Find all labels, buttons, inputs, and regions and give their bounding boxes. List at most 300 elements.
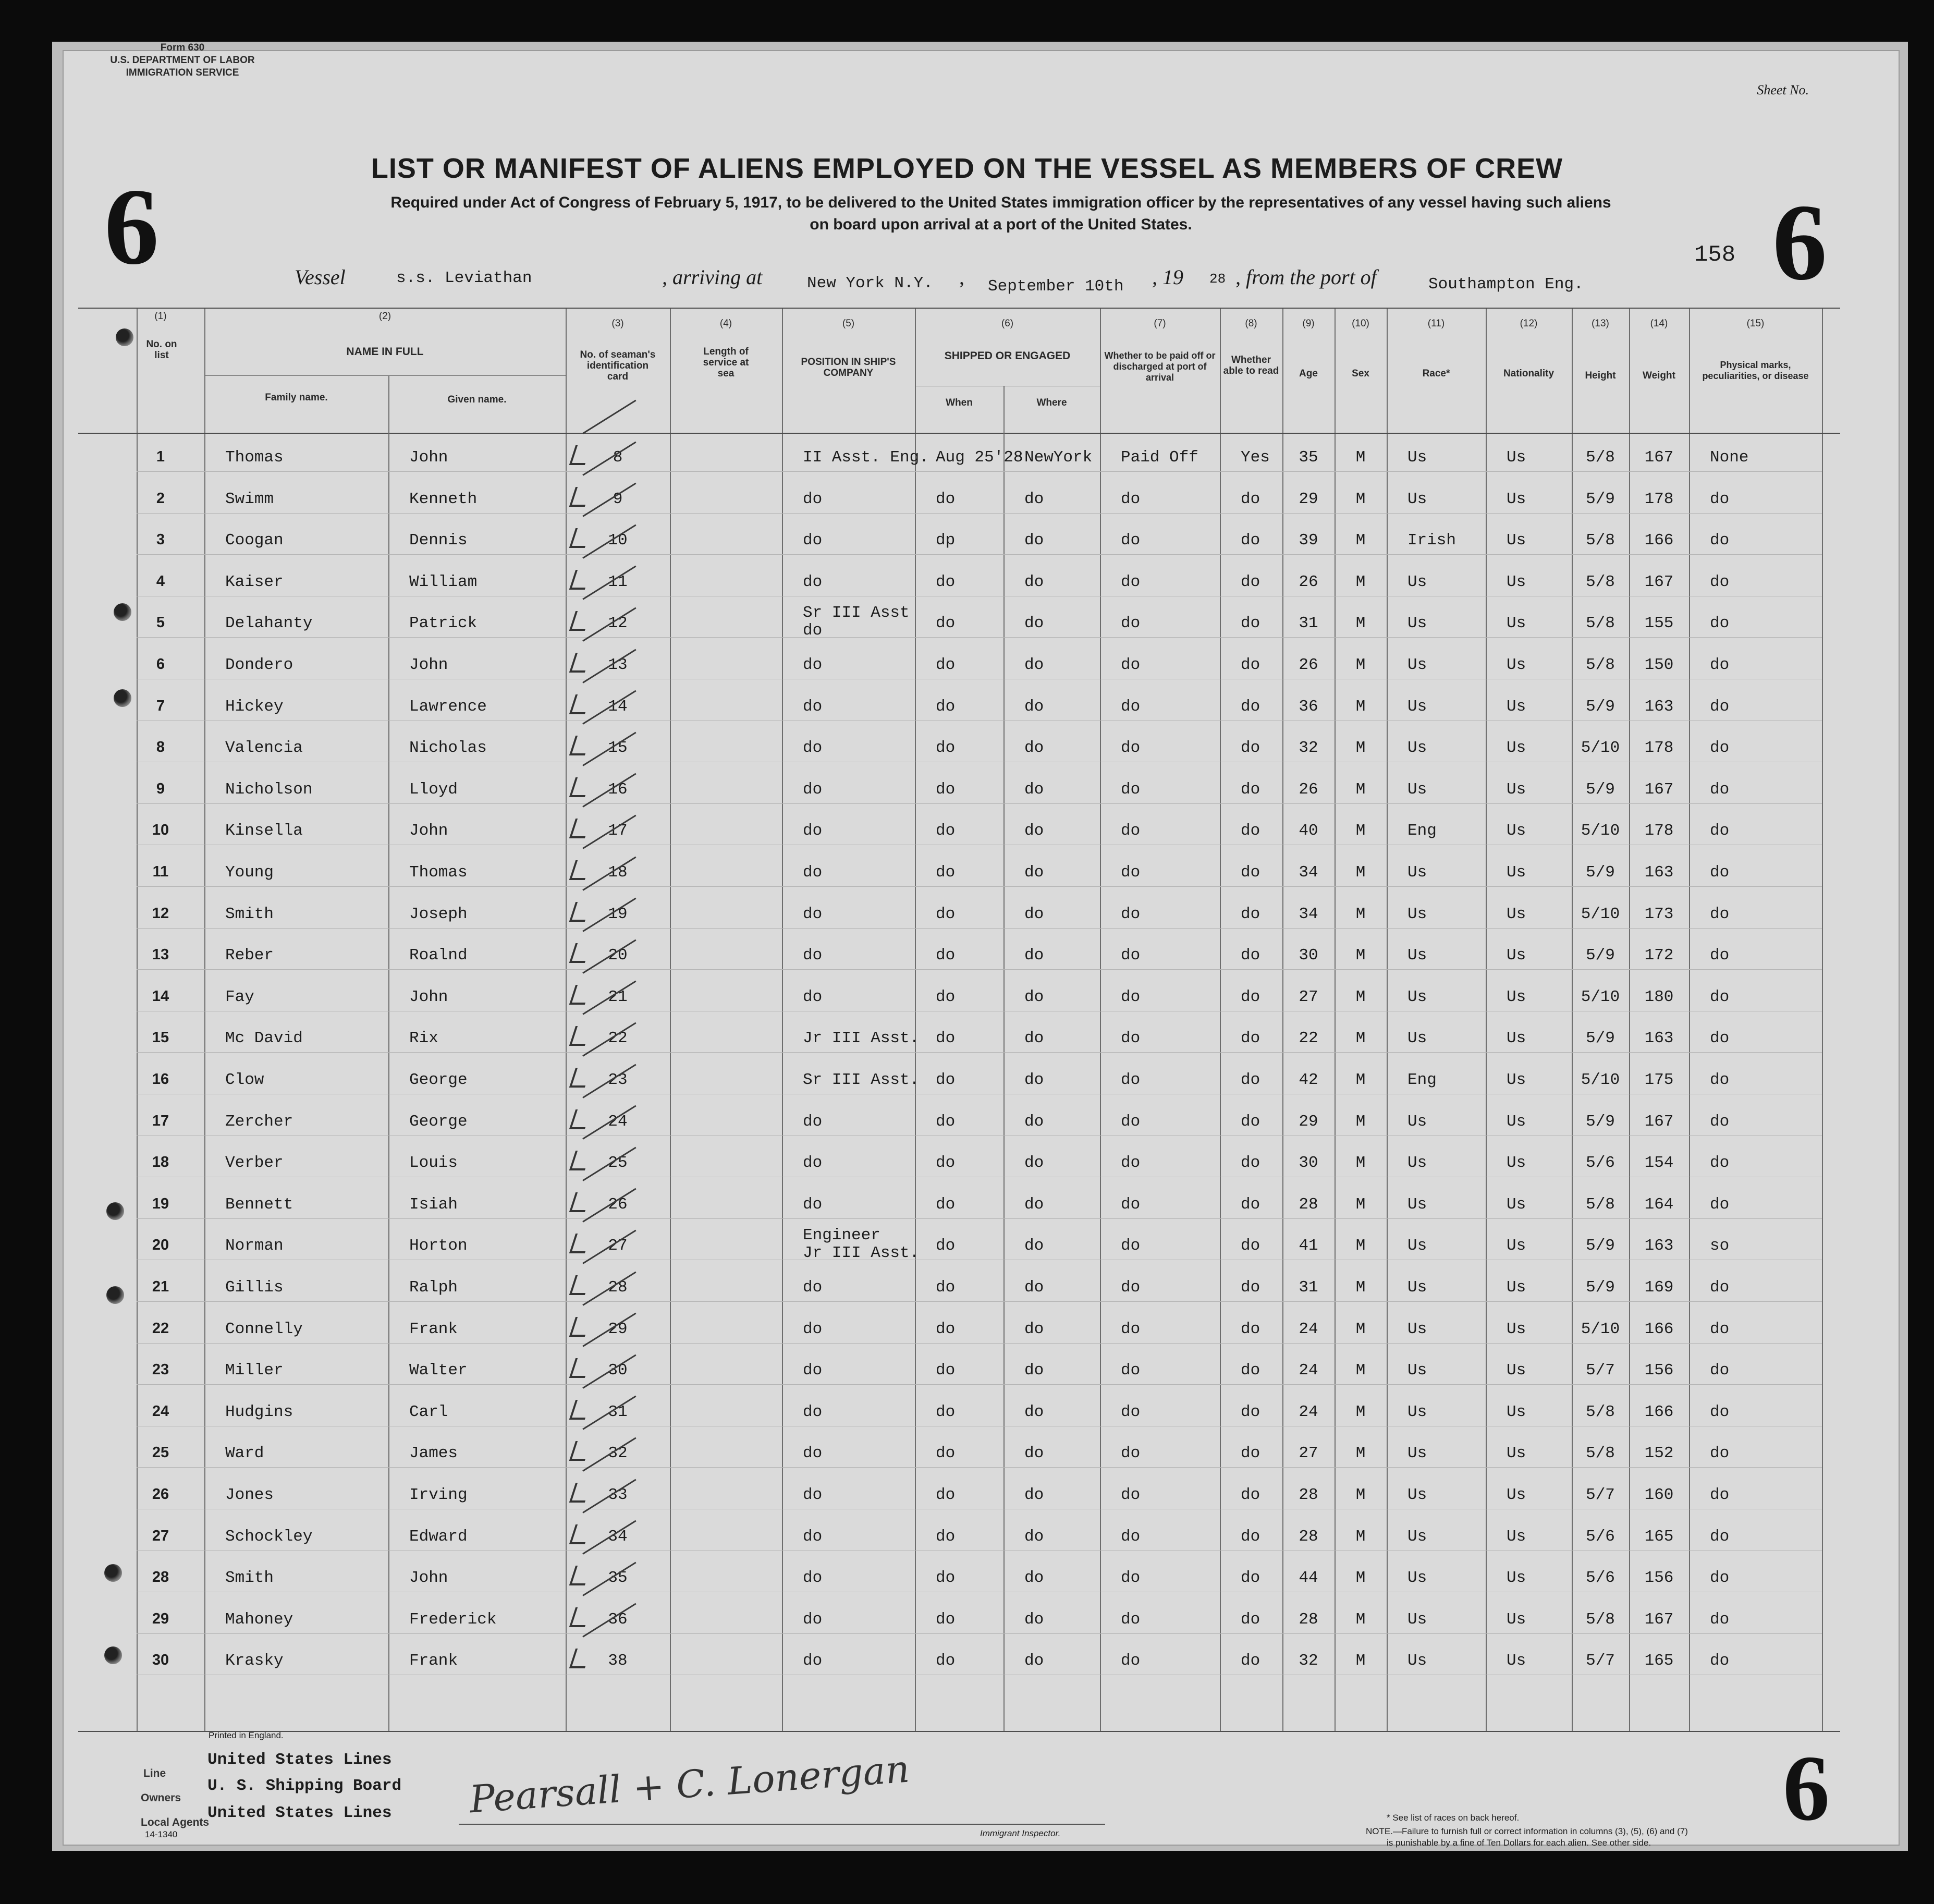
cell-weight: 156 xyxy=(1644,1569,1674,1587)
cell-sex: M xyxy=(1355,1652,1366,1670)
col-4-number: (4) xyxy=(719,318,732,329)
column-rule xyxy=(1629,308,1630,1731)
cell-read: do xyxy=(1241,1486,1260,1504)
cell-paid: do xyxy=(1121,1528,1141,1546)
cell-sex: M xyxy=(1355,1486,1366,1504)
cell-given: Patrick xyxy=(409,614,478,632)
cell-paid: do xyxy=(1121,1486,1141,1504)
cell-race: Us xyxy=(1407,573,1427,591)
cell-position: do xyxy=(803,1403,823,1421)
cell-race: Us xyxy=(1407,698,1427,716)
cell-height: 5/6 xyxy=(1586,1569,1615,1587)
cell-where: do xyxy=(1024,946,1044,965)
cell-marks: do xyxy=(1710,656,1730,674)
cell-weight: 163 xyxy=(1644,1237,1674,1255)
subtitle-line-1: Required under Act of Congress of February 5, 1917, to be delivered to the United States immigration officer by the representatives of any vessel having such aliens xyxy=(390,194,1611,211)
cell-position: Sr III Asst xyxy=(803,604,910,622)
cell-read: do xyxy=(1241,946,1260,965)
cell-age: 29 xyxy=(1299,490,1318,508)
cell-read: do xyxy=(1241,1278,1260,1297)
cell-where: do xyxy=(1024,1610,1044,1629)
cell-where: do xyxy=(1024,1071,1044,1089)
cell-age: 27 xyxy=(1299,1444,1318,1462)
cell-n: 3 xyxy=(156,531,165,548)
cell-race: Us xyxy=(1407,656,1427,674)
cell-paid: do xyxy=(1121,1195,1141,1214)
cell-weight: 167 xyxy=(1644,780,1674,799)
column-rule xyxy=(566,308,567,1731)
cell-weight: 156 xyxy=(1644,1361,1674,1380)
cell-age: 36 xyxy=(1299,698,1318,716)
cell-read: do xyxy=(1241,1195,1260,1214)
cell-where: do xyxy=(1024,1486,1044,1504)
cell-family: Hickey xyxy=(225,698,284,716)
cell-position: Engineer xyxy=(803,1226,880,1244)
punch-hole xyxy=(116,328,133,346)
cell-age: 31 xyxy=(1299,614,1318,632)
cell-weight: 166 xyxy=(1644,531,1674,550)
cell-position: do xyxy=(803,1528,823,1546)
sheet-no-label: Sheet No. xyxy=(1757,82,1809,97)
cell-nat: Us xyxy=(1507,656,1526,674)
cell-race: Us xyxy=(1407,1278,1427,1297)
cell-age: 34 xyxy=(1299,905,1318,923)
column-rule xyxy=(670,308,671,1731)
cell-marks: do xyxy=(1710,531,1730,550)
cell-sex: M xyxy=(1355,1361,1366,1380)
cell-card: 28 xyxy=(608,1278,628,1297)
cell-given: Louis xyxy=(409,1154,458,1172)
cell-marks: do xyxy=(1710,1610,1730,1629)
cell-family: Mahoney xyxy=(225,1610,293,1629)
cell-sex: M xyxy=(1355,946,1366,965)
col-12-number: (12) xyxy=(1520,318,1538,329)
agents-label: Local Agents xyxy=(141,1816,210,1828)
column-rule xyxy=(782,308,783,1731)
cell-read: do xyxy=(1241,1029,1260,1047)
cell-paid: do xyxy=(1121,1610,1141,1629)
punch-hole xyxy=(106,1202,124,1220)
cell-marks: do xyxy=(1710,614,1730,632)
cell-position: do xyxy=(803,1154,823,1172)
cell-card: 8 xyxy=(613,448,623,467)
cell-race: Eng xyxy=(1407,1071,1437,1089)
cell-nat: Us xyxy=(1507,1486,1526,1504)
page-title: LIST OR MANIFEST OF ALIENS EMPLOYED ON THE VESSEL AS MEMBERS OF CREW xyxy=(371,153,1563,184)
row-rule xyxy=(137,969,1822,970)
cell-when: do xyxy=(936,1528,956,1546)
cell-nat: Us xyxy=(1507,614,1526,632)
cell-marks: do xyxy=(1710,490,1730,508)
cell-when: do xyxy=(936,1652,956,1670)
cell-sex: M xyxy=(1355,573,1366,591)
cell-age: 44 xyxy=(1299,1569,1318,1587)
cell-read: do xyxy=(1241,1652,1260,1670)
cell-given: John xyxy=(409,822,448,840)
cell-marks: do xyxy=(1710,1652,1730,1670)
cell-when: do xyxy=(936,1071,956,1089)
column-rule xyxy=(1220,308,1221,1731)
cell-age: 39 xyxy=(1299,531,1318,550)
cell-weight: 160 xyxy=(1644,1486,1674,1504)
cell-n: 20 xyxy=(152,1237,169,1253)
col-8-header: Whether able to read xyxy=(1223,355,1279,376)
cell-when: dp xyxy=(936,531,956,550)
cell-n: 24 xyxy=(152,1403,169,1420)
cell-age: 26 xyxy=(1299,780,1318,799)
cell-marks: do xyxy=(1710,1569,1730,1587)
cell-sex: M xyxy=(1355,905,1366,923)
cell-nat: Us xyxy=(1507,822,1526,840)
cell-marks: do xyxy=(1710,822,1730,840)
sheet-number: 158 xyxy=(1694,242,1736,268)
cell-when: do xyxy=(936,1154,956,1172)
cell-read: do xyxy=(1241,822,1260,840)
cell-nat: Us xyxy=(1507,1029,1526,1047)
cell-age: 29 xyxy=(1299,1113,1318,1131)
cell-paid: do xyxy=(1121,1237,1141,1255)
cell-age: 30 xyxy=(1299,1154,1318,1172)
cell-card: 14 xyxy=(608,698,628,716)
cell-paid: do xyxy=(1121,822,1141,840)
department: U.S. DEPARTMENT OF LABOR xyxy=(110,55,255,66)
cell-weight: 167 xyxy=(1644,448,1674,467)
cell-position: do xyxy=(803,1569,823,1587)
cell-height: 5/9 xyxy=(1586,946,1615,965)
cell-read: do xyxy=(1241,1444,1260,1462)
cell-weight: 167 xyxy=(1644,573,1674,591)
cell-height: 5/7 xyxy=(1586,1361,1615,1380)
signature-line xyxy=(459,1824,1105,1825)
cell-weight: 180 xyxy=(1644,988,1674,1006)
cell-nat: Us xyxy=(1507,1652,1526,1670)
cell-position: do xyxy=(803,1610,823,1629)
col-1-number: (1) xyxy=(154,311,167,322)
cell-where: do xyxy=(1024,1278,1044,1297)
form-code: 14-1340 xyxy=(145,1829,178,1839)
cell-family: Miller xyxy=(225,1361,284,1380)
cell-when: Aug 25'28 xyxy=(936,448,1023,467)
cell-read: do xyxy=(1241,1569,1260,1587)
cell-position: do xyxy=(803,1444,823,1462)
cell-read: do xyxy=(1241,1403,1260,1421)
cell-height: 5/8 xyxy=(1586,1444,1615,1462)
cell-family: Jones xyxy=(225,1486,274,1504)
cell-n: 11 xyxy=(152,863,169,880)
cell-paid: do xyxy=(1121,1652,1141,1670)
cell-marks: do xyxy=(1710,1195,1730,1214)
cell-position: do xyxy=(803,1652,823,1670)
cell-n: 29 xyxy=(152,1610,169,1627)
cell-n: 30 xyxy=(152,1652,169,1668)
cell-weight: 169 xyxy=(1644,1278,1674,1297)
cell-where: do xyxy=(1024,1237,1044,1255)
column-rule xyxy=(137,308,138,1731)
cell-where: do xyxy=(1024,739,1044,757)
cell-nat: Us xyxy=(1507,1320,1526,1338)
cell-card: 9 xyxy=(613,490,623,508)
cell-sex: M xyxy=(1355,1320,1366,1338)
cell-card: 31 xyxy=(608,1403,628,1421)
cell-card: 10 xyxy=(608,531,628,550)
row-rule xyxy=(137,1343,1822,1344)
cell-paid: do xyxy=(1121,1154,1141,1172)
cell-n: 14 xyxy=(152,988,169,1005)
cell-when: do xyxy=(936,822,956,840)
cell-nat: Us xyxy=(1507,1528,1526,1546)
cell-race: Us xyxy=(1407,946,1427,965)
cell-where: do xyxy=(1024,905,1044,923)
header-sub-rule xyxy=(204,375,566,376)
cell-position: do xyxy=(803,573,823,591)
col-2-number: (2) xyxy=(378,311,391,322)
cell-read: do xyxy=(1241,905,1260,923)
header-rule xyxy=(78,433,1840,434)
cell-n: 8 xyxy=(156,739,165,755)
column-rule xyxy=(1335,308,1336,1731)
cell-read: do xyxy=(1241,1361,1260,1380)
vessel-comma: , xyxy=(959,265,964,289)
cell-position: do xyxy=(803,1486,823,1504)
cell-sex: M xyxy=(1355,490,1366,508)
cell-age: 42 xyxy=(1299,1071,1318,1089)
manifest-table xyxy=(78,308,1840,1731)
cell-weight: 155 xyxy=(1644,614,1674,632)
cell-where: do xyxy=(1024,863,1044,882)
cell-sex: M xyxy=(1355,614,1366,632)
arrival-port: New York N.Y. xyxy=(807,274,933,292)
cell-n: 17 xyxy=(152,1113,169,1129)
cell-given: Frank xyxy=(409,1652,458,1670)
cell-family: Reber xyxy=(225,946,274,965)
cell-sex: M xyxy=(1355,1154,1366,1172)
page-mark-right: 6 xyxy=(1772,182,1827,303)
cell-when: do xyxy=(936,1113,956,1131)
cell-nat: Us xyxy=(1507,573,1526,591)
cell-height: 5/7 xyxy=(1586,1652,1615,1670)
punch-hole xyxy=(114,689,131,707)
cell-read: do xyxy=(1241,531,1260,550)
cell-read: Yes xyxy=(1241,448,1270,467)
cell-nat: Us xyxy=(1507,1113,1526,1131)
cell-card: 26 xyxy=(608,1195,628,1214)
cell-n: 26 xyxy=(152,1486,169,1503)
cell-position: do xyxy=(803,780,823,799)
cell-when: do xyxy=(936,988,956,1006)
cell-race: Us xyxy=(1407,739,1427,757)
cell-given: Thomas xyxy=(409,863,468,882)
cell-where: do xyxy=(1024,1569,1044,1587)
cell-paid: do xyxy=(1121,614,1141,632)
cell-marks: do xyxy=(1710,739,1730,757)
cell-marks: do xyxy=(1710,1444,1730,1462)
cell-nat: Us xyxy=(1507,1071,1526,1089)
cell-height: 5/9 xyxy=(1586,1278,1615,1297)
row-rule xyxy=(137,803,1822,804)
page-mark-bottom: 6 xyxy=(1783,1736,1830,1840)
cell-position: do xyxy=(803,490,823,508)
cell-age: 41 xyxy=(1299,1237,1318,1255)
cell-height: 5/9 xyxy=(1586,1113,1615,1131)
cell-nat: Us xyxy=(1507,988,1526,1006)
column-rule xyxy=(1486,308,1487,1731)
cell-position: do xyxy=(803,656,823,674)
cell-paid: do xyxy=(1121,531,1141,550)
cell-where: do xyxy=(1024,1320,1044,1338)
cell-where: do xyxy=(1024,1195,1044,1214)
cell-read: do xyxy=(1241,1154,1260,1172)
cell-paid: do xyxy=(1121,863,1141,882)
cell-nat: Us xyxy=(1507,490,1526,508)
cell-given: Rix xyxy=(409,1029,438,1047)
cell-sex: M xyxy=(1355,822,1366,840)
cell-card: 23 xyxy=(608,1071,628,1089)
cell-family: Delahanty xyxy=(225,614,313,632)
cell-marks: do xyxy=(1710,780,1730,799)
cell-height: 5/6 xyxy=(1586,1528,1615,1546)
cell-family: Smith xyxy=(225,1569,274,1587)
col-2b-header: Given name. xyxy=(447,394,507,405)
cell-age: 27 xyxy=(1299,988,1318,1006)
cell-card: 36 xyxy=(608,1610,628,1629)
cell-age: 24 xyxy=(1299,1361,1318,1380)
cell-family: Dondero xyxy=(225,656,293,674)
cell-when: do xyxy=(936,1029,956,1047)
cell-paid: do xyxy=(1121,1029,1141,1047)
cell-card: 34 xyxy=(608,1528,628,1546)
cell-when: do xyxy=(936,573,956,591)
cell-marks: so xyxy=(1710,1237,1730,1255)
cell-position: do xyxy=(803,1361,823,1380)
cell-age: 28 xyxy=(1299,1486,1318,1504)
cell-marks: do xyxy=(1710,1320,1730,1338)
cell-paid: do xyxy=(1121,946,1141,965)
cell-paid: do xyxy=(1121,698,1141,716)
cell-nat: Us xyxy=(1507,1154,1526,1172)
cell-position: II Asst. Eng. xyxy=(803,448,929,467)
cell-family: Thomas xyxy=(225,448,284,467)
cell-paid: do xyxy=(1121,739,1141,757)
cell-where: do xyxy=(1024,1113,1044,1131)
col-9-number: (9) xyxy=(1302,318,1315,329)
subtitle-line-2: on board upon arrival at a port of the United States. xyxy=(810,216,1192,233)
cell-when: do xyxy=(936,1569,956,1587)
cell-family: Coogan xyxy=(225,531,284,550)
cell-height: 5/8 xyxy=(1586,1195,1615,1214)
cell-height: 5/8 xyxy=(1586,573,1615,591)
cell-position: do xyxy=(803,905,823,923)
cell-when: do xyxy=(936,614,956,632)
cell-n: 15 xyxy=(152,1029,169,1046)
cell-read: do xyxy=(1241,614,1260,632)
cell-n: 28 xyxy=(152,1569,169,1585)
cell-read: do xyxy=(1241,1071,1260,1089)
cell-paid: do xyxy=(1121,1403,1141,1421)
cell-n: 21 xyxy=(152,1278,169,1295)
cell-given: William xyxy=(409,573,478,591)
cell-where: NewYork xyxy=(1024,448,1093,467)
row-rule xyxy=(137,1467,1822,1468)
cell-sex: M xyxy=(1355,1237,1366,1255)
cell-position: Sr III Asst. xyxy=(803,1071,920,1089)
col-6b-header: Where xyxy=(1036,397,1067,408)
cell-marks: do xyxy=(1710,1029,1730,1047)
cell-when: do xyxy=(936,1403,956,1421)
cell-read: do xyxy=(1241,1113,1260,1131)
agents-value: United States Lines xyxy=(207,1804,392,1822)
cell-n: 19 xyxy=(152,1195,169,1212)
cell-where: do xyxy=(1024,698,1044,716)
column-rule xyxy=(1100,308,1101,1731)
cell-weight: 163 xyxy=(1644,863,1674,882)
cell-race: Us xyxy=(1407,863,1427,882)
cell-given: Lloyd xyxy=(409,780,458,799)
col-2-header: NAME IN FULL xyxy=(346,346,424,358)
cell-read: do xyxy=(1241,1237,1260,1255)
cell-position: do xyxy=(803,1278,823,1297)
cell-given: Joseph xyxy=(409,905,468,923)
cell-n: 18 xyxy=(152,1154,169,1170)
cell-where: do xyxy=(1024,1652,1044,1670)
cell-position: do xyxy=(803,739,823,757)
cell-read: do xyxy=(1241,1528,1260,1546)
cell-position: do xyxy=(803,822,823,840)
cell-age: 28 xyxy=(1299,1610,1318,1629)
cell-when: do xyxy=(936,1320,956,1338)
cell-position: do xyxy=(803,988,823,1006)
column-rule xyxy=(1572,308,1573,1731)
punch-hole xyxy=(104,1646,122,1664)
cell-read: do xyxy=(1241,656,1260,674)
cell-read: do xyxy=(1241,863,1260,882)
cell-given: John xyxy=(409,656,448,674)
row-rule xyxy=(137,471,1822,472)
cell-age: 34 xyxy=(1299,863,1318,882)
cell-given: Horton xyxy=(409,1237,468,1255)
cell-given: Lawrence xyxy=(409,698,487,716)
cell-race: Us xyxy=(1407,448,1427,467)
cell-when: do xyxy=(936,656,956,674)
col-1-header: No. on list xyxy=(146,339,177,361)
cell-height: 5/8 xyxy=(1586,656,1615,674)
cell-family: Krasky xyxy=(225,1652,284,1670)
cell-where: do xyxy=(1024,531,1044,550)
cell-family: Gillis xyxy=(225,1278,284,1297)
cell-sex: M xyxy=(1355,1528,1366,1546)
from-port: Southampton Eng. xyxy=(1428,275,1584,294)
col-6a-header: When xyxy=(946,397,973,408)
cell-card: 38 xyxy=(608,1652,628,1670)
cell-race: Us xyxy=(1407,490,1427,508)
column-rule xyxy=(915,308,916,1731)
cell-nat: Us xyxy=(1507,946,1526,965)
cell-weight: 173 xyxy=(1644,905,1674,923)
cell-when: do xyxy=(936,1610,956,1629)
cell-when: do xyxy=(936,1195,956,1214)
arrival-date: September 10th xyxy=(988,277,1124,296)
cell-family: Mc David xyxy=(225,1029,303,1047)
cell-where: do xyxy=(1024,1403,1044,1421)
cell-where: do xyxy=(1024,1029,1044,1047)
cell-age: 26 xyxy=(1299,656,1318,674)
cell-given: Roalnd xyxy=(409,946,468,965)
cell-paid: do xyxy=(1121,1278,1141,1297)
cell-sex: M xyxy=(1355,698,1366,716)
cell-when: do xyxy=(936,780,956,799)
cell-given: John xyxy=(409,988,448,1006)
cell-given: Frank xyxy=(409,1320,458,1338)
cell-read: do xyxy=(1241,698,1260,716)
